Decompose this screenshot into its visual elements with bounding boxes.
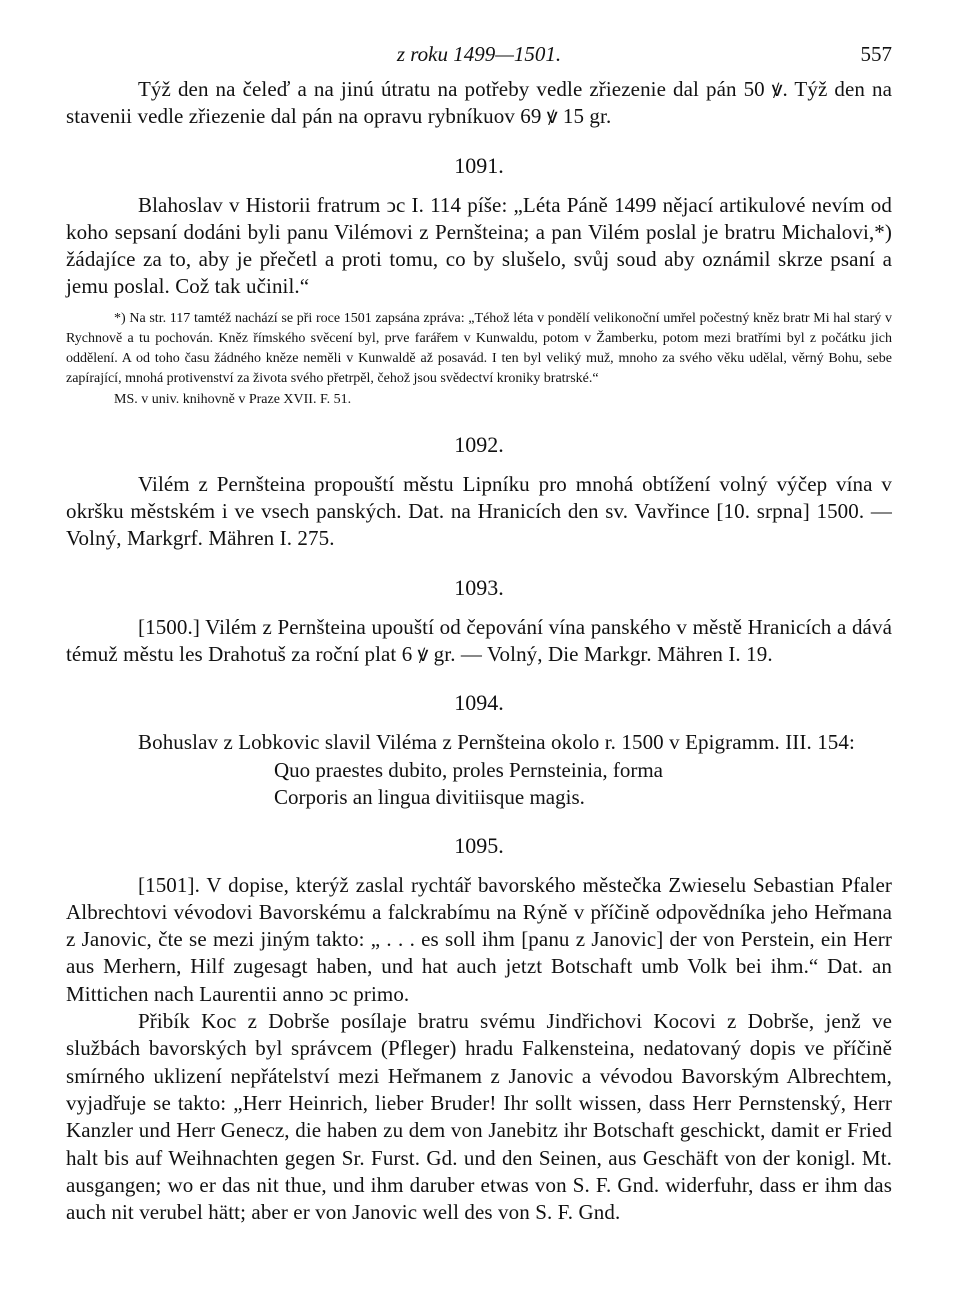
entry-number-1091: 1091.: [454, 152, 504, 178]
footnote-text: *) Na str. 117 tamtéž nachází se při roce 1501 zapsána zpráva: „Téhož léta v pondělí velikonoční umřel počestný kněz bratr Mi hal starý v Rychnově a tu pochován. Kněz římského svěcení byl, prve farářem v Kunwaldu, potom v Žamberku, potom mezi bratřími byl z počátku jich oddělení. A od toho času žádného kněze neměli v Kunwaldě až posavád. I ten byl veliký muž, mnoho za svého věku udělal, věrný Bohu, sebe zapírající, mnohá protivenství za života svého přetrpěl, čehož jsou svědectví kroniky bratrské.“: [66, 310, 892, 387]
footnote: [66, 309, 892, 410]
entry-number-1093: 1093.: [454, 574, 504, 600]
verse-quote: [66, 757, 892, 811]
running-head: [66, 42, 892, 76]
entry-number-1094: 1094.: [454, 690, 504, 716]
verse-line: Corporis an lingua divitiisque magis.: [274, 784, 585, 809]
entry-text-1095: [1501]. V dopise, kterýž zaslal rychtář bavorského městečka Zwieselu Sebastian Pfaler Albrechtovi vévodovi Bavorskému a falckrabímu na Rýně v příčině odpovědníka jeho Heřmana z Janovic, čte se mezi jiným takto: „ . . . es soll ihm [panu z Janovic] der von Perstein, ein Herr aus Merhern, Hilf zugesagt haben, und hat auch jetzt Botschaft umb Volk bei ihm.“ Dat. an Mittichen nach Laurentii anno ↄc primo.: [66, 872, 892, 1006]
entry-number-1092: 1092.: [454, 431, 504, 457]
entry-text-1091: Blahoslav v Historii fratrum ↄc I. 114 píše: „Léta Páně 1499 nějací artikulové nevím od koho sepsaní dodáni byli panu Vilémovi z Pernšteina; a pan Vilém poslal je bratru Michalovi,*) žádajíce za to, aby je přečetl a proti tomu, co by slušelo, svůj soud aby oznámil skrze psaní a jemu poslal. Což tak učinil.“: [66, 192, 892, 299]
document-page: [66, 42, 892, 1226]
page-number: 557: [860, 42, 892, 66]
entry-text-1095-continued: Přibík Koc z Dobrše posílaje bratru svému Jindřichovi Kocovi z Dobrše, jenž ve službách bavorských byl správcem (Pfleger) hradu Falkensteina, nedatovaný dopis ve příčině smírného uklizení nepřátelství mezi Heřmanem z Janovic a vévodou Bavorským Albrechtem, vyjadřuje se takto: „Herr Heinrich, lieber Bruder! Ihr sollt wissen, dass Herr Pernstenský, Herr Kanzler und Herr Genecz, die haben zu dem von Janebitz ihr Botschaft geschickt, damit er Fried halt bis auf Weihnachten gegen Sr. Furst. Gd. und den Seinen, aus Geschäft von der konigl. Mt. ausgangen; wo er das nit thue, und ihm daruber etwas von S. F. Gnd. widerfuhr, dass er ihm das auch nit verubel hätt; aber er von Janovic well des von S. F. Gnd.: [66, 1009, 892, 1225]
entry-text-1093: [1500.] Vilém z Pernšteina upouští od čepování vína panského v městě Hranicích a dává témuž městu les Drahotuš za roční plat 6 ꝟ gr. — Volný, Die Markgr. Mähren I. 19.: [66, 614, 892, 666]
entry-text-1094: Bohuslav z Lobkovic slavil Viléma z Pernšteina okolo r. 1500 v Epigramm. III. 154:: [138, 730, 855, 755]
intro-paragraph: Týž den na čeleď a na jinú útratu na potřeby vedle zřiezenie dal pán 50 ꝟ. Týž den na stavenii vedle zřiezenie dal pán na opravu rybníkuov 69 ꝟ 15 gr.: [66, 77, 892, 129]
verse-line: Quo praestes dubito, proles Pernsteinia, forma: [274, 757, 663, 782]
entry-number-1095: 1095.: [454, 832, 504, 858]
running-title: z roku 1499—1501.: [396, 42, 562, 66]
entry-text-1092: Vilém z Pernšteina propouští městu Lipníku pro mnohá obtížení volný výčep vína v okršku městském i ve vsech panských. Dat. na Hranicích den sv. Vavřince [10. srpna] 1500. — Volný, Markgrf. Mähren I. 275.: [66, 471, 892, 551]
footnote-source: MS. v univ. knihovně v Praze XVII. F. 51.: [114, 391, 352, 407]
